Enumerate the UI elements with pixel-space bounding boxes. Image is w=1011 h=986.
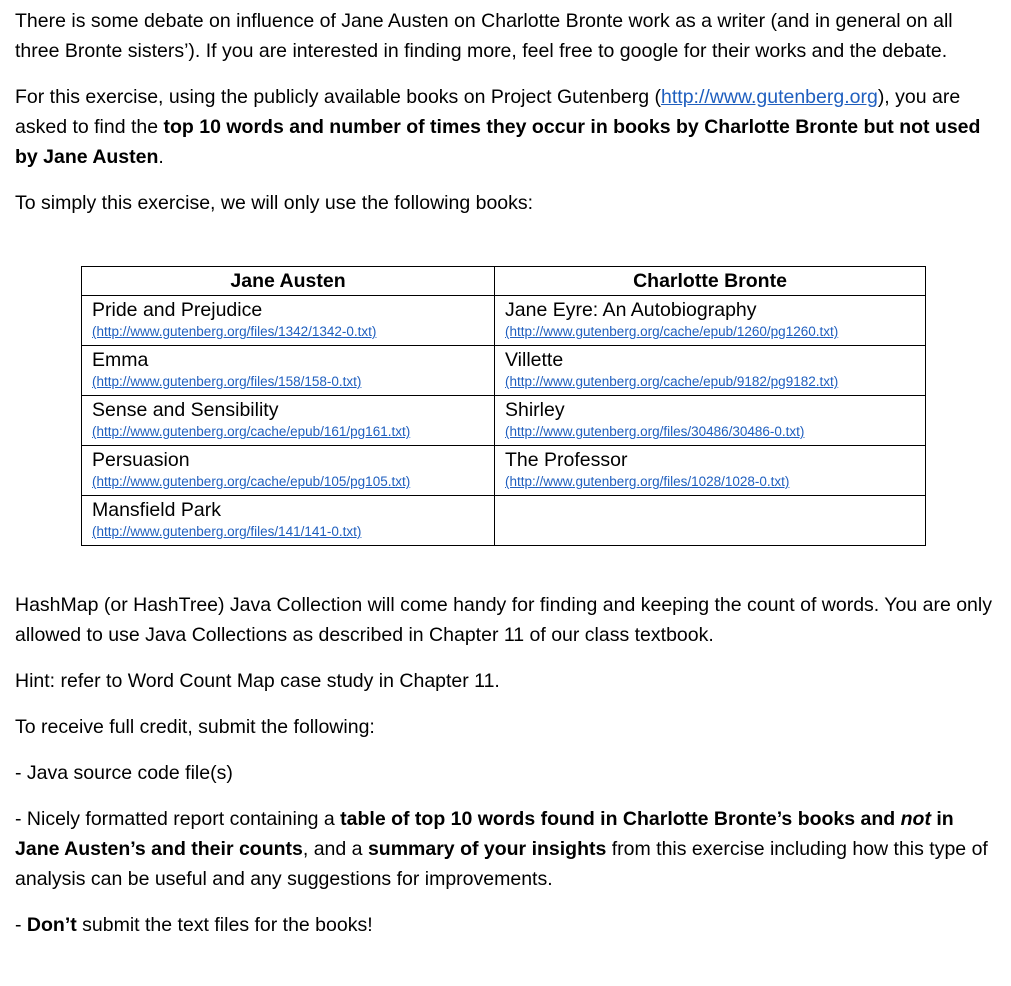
document-body: [15, 6, 995, 234]
book-title: Pride and Prejudice: [92, 299, 263, 321]
report-text-mid: , and a: [302, 838, 368, 860]
books-intro-paragraph: To simply this exercise, we will only use the following books:: [15, 192, 534, 214]
exercise-task-bold: top 10 words and number of times they occur in books by Charlotte Bronte but not used by Jane Austen: [15, 116, 981, 168]
report-text-start: - Nicely formatted report containing a: [15, 808, 341, 830]
intro-paragraph: There is some debate on influence of Jane Austen on Charlotte Bronte work as a writer (and in general on all three Bronte sisters’). If you are interested in finding more, feel free to google for their works and the debate.: [15, 10, 953, 62]
table-row: [82, 446, 926, 496]
book-title: Sense and Sensibility: [92, 399, 279, 421]
book-link[interactable]: (http://www.gutenberg.org/cache/epub/9182/pg9182.txt): [505, 374, 839, 389]
bronte-book-cell: [495, 346, 926, 396]
book-link[interactable]: (http://www.gutenberg.org/cache/epub/105/pg105.txt): [92, 474, 411, 489]
report-bold-table: table of top 10 words found in Charlotte Bronte’s books and: [340, 808, 901, 830]
exercise-text-mid: ), you are asked to find the: [15, 86, 961, 138]
book-title: Jane Eyre: An Autobiography: [505, 299, 757, 321]
book-link[interactable]: (http://www.gutenberg.org/files/1342/1342-0.txt): [92, 324, 377, 339]
submission-item-source: - Java source code file(s): [15, 762, 233, 784]
table-row: [82, 396, 926, 446]
header-charlotte-bronte: Charlotte Bronte: [495, 267, 926, 296]
austen-book-cell: [82, 346, 495, 396]
book-link[interactable]: (http://www.gutenberg.org/files/158/158-0.txt): [92, 374, 362, 389]
exercise-paragraph: [15, 82, 995, 172]
hint-paragraph: Hint: refer to Word Count Map case study in Chapter 11.: [15, 670, 500, 692]
warning-text: submit the text files for the books!: [76, 914, 373, 936]
header-jane-austen: Jane Austen: [82, 267, 495, 296]
submission-item-report: [15, 804, 995, 894]
warning-dash: -: [15, 914, 27, 936]
book-title: Emma: [92, 349, 149, 371]
warning-bold-dont: Don’t: [26, 914, 77, 936]
hashmap-paragraph: HashMap (or HashTree) Java Collection will come handy for finding and keeping the count of words. You are only allowed to use Java Collections as described in Chapter 11 of our class textbook.: [15, 594, 992, 646]
table-row: [82, 346, 926, 396]
exercise-text-start: For this exercise, using the publicly available books on Project Gutenberg (: [15, 86, 662, 108]
instructions-section: [15, 590, 995, 956]
gutenberg-link[interactable]: http://www.gutenberg.org: [661, 86, 878, 108]
book-title: Villette: [505, 349, 564, 371]
book-title: Shirley: [505, 399, 565, 421]
book-title: The Professor: [505, 449, 628, 471]
report-italic-not: not: [900, 808, 931, 830]
table-row: [82, 296, 926, 346]
book-title: Mansfield Park: [92, 499, 221, 521]
report-text-end: from this exercise including how this type of analysis can be useful and any suggestions for improvements.: [15, 838, 988, 890]
report-bold-summary: summary of your insights: [367, 838, 607, 860]
austen-book-cell: [82, 396, 495, 446]
austen-book-cell: [82, 296, 495, 346]
empty-cell: [495, 496, 926, 546]
report-bold-counts: in Jane Austen’s and their counts: [15, 808, 954, 860]
book-link[interactable]: (http://www.gutenberg.org/cache/epub/161/pg161.txt): [92, 424, 411, 439]
book-link[interactable]: (http://www.gutenberg.org/files/141/141-0.txt): [92, 524, 362, 539]
book-link[interactable]: (http://www.gutenberg.org/files/1028/1028-0.txt): [505, 474, 790, 489]
books-table: [81, 266, 926, 546]
book-link[interactable]: (http://www.gutenberg.org/cache/epub/1260/pg1260.txt): [505, 324, 839, 339]
submission-intro: To receive full credit, submit the following:: [15, 716, 375, 738]
bronte-book-cell: [495, 396, 926, 446]
submission-item-warning: [15, 910, 995, 940]
austen-book-cell: [82, 446, 495, 496]
exercise-text-end: .: [158, 146, 164, 168]
bronte-book-cell: [495, 446, 926, 496]
book-link[interactable]: (http://www.gutenberg.org/files/30486/30486-0.txt): [505, 424, 805, 439]
bronte-book-cell: [495, 296, 926, 346]
table-row: [82, 496, 926, 546]
austen-book-cell: [82, 496, 495, 546]
book-title: Persuasion: [92, 449, 190, 471]
table-header-row: [82, 267, 926, 296]
